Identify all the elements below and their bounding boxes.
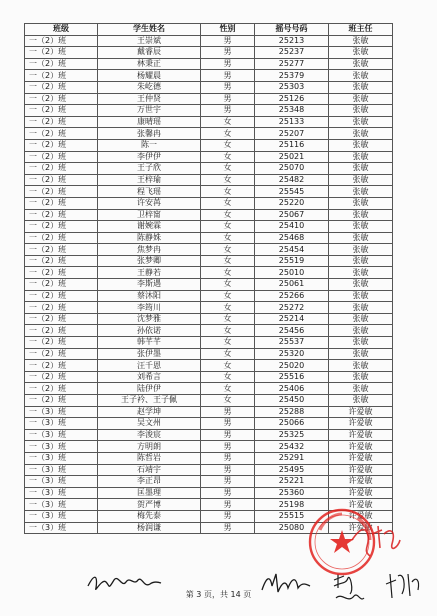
cell-head-teacher: 张敏 [329, 105, 393, 117]
cell-gender: 男 [201, 35, 255, 47]
cell-gender: 男 [201, 522, 255, 534]
cell-gender: 女 [201, 290, 255, 302]
cell-head-teacher: 张敏 [329, 151, 393, 163]
cell-head-teacher: 许爱敏 [329, 476, 393, 488]
cell-class: 一（2）班 [25, 255, 98, 267]
cell-head-teacher: 张敏 [329, 47, 393, 59]
table-row [25, 429, 393, 441]
cell-student-name: 吴文州 [98, 418, 201, 430]
cell-student-name: 李斯遇 [98, 279, 201, 291]
cell-lottery-number: 25288 [255, 406, 329, 418]
cell-gender: 女 [201, 232, 255, 244]
table-row [25, 255, 393, 267]
cell-lottery-number: 25454 [255, 244, 329, 256]
cell-student-name: 万世宇 [98, 105, 201, 117]
cell-gender: 男 [201, 93, 255, 105]
cell-gender: 女 [201, 383, 255, 395]
cell-class: 一（2）班 [25, 279, 98, 291]
cell-lottery-number: 25237 [255, 47, 329, 59]
cell-head-teacher: 许爱敏 [329, 510, 393, 522]
table-row [25, 244, 393, 256]
cell-gender: 男 [201, 105, 255, 117]
table-row [25, 128, 393, 140]
cell-head-teacher: 张敏 [329, 313, 393, 325]
cell-class: 一（2）班 [25, 325, 98, 337]
cell-class: 一（2）班 [25, 116, 98, 128]
cell-lottery-number: 25066 [255, 418, 329, 430]
table-row [25, 163, 393, 175]
cell-head-teacher: 张敏 [329, 290, 393, 302]
cell-student-name: 方明朗 [98, 441, 201, 453]
cell-student-name: 王子欣 [98, 163, 201, 175]
cell-student-name: 张伊墨 [98, 348, 201, 360]
cell-lottery-number: 25133 [255, 116, 329, 128]
cell-head-teacher: 张敏 [329, 371, 393, 383]
cell-lottery-number: 25515 [255, 510, 329, 522]
cell-student-name: 石靖宇 [98, 464, 201, 476]
table-row [25, 383, 393, 395]
cell-head-teacher: 许爱敏 [329, 522, 393, 534]
cell-class: 一（2）班 [25, 348, 98, 360]
cell-lottery-number: 25516 [255, 371, 329, 383]
cell-class: 一（3）班 [25, 464, 98, 476]
cell-lottery-number: 25020 [255, 360, 329, 372]
cell-lottery-number: 25080 [255, 522, 329, 534]
cell-gender: 男 [201, 476, 255, 488]
cell-head-teacher: 张敏 [329, 209, 393, 221]
cell-class: 一（3）班 [25, 476, 98, 488]
cell-class: 一（2）班 [25, 93, 98, 105]
cell-lottery-number: 25198 [255, 499, 329, 511]
cell-lottery-number: 25468 [255, 232, 329, 244]
cell-lottery-number: 25325 [255, 429, 329, 441]
table-row [25, 313, 393, 325]
table-row [25, 81, 393, 93]
cell-head-teacher: 张敏 [329, 116, 393, 128]
cell-lottery-number: 25545 [255, 186, 329, 198]
table-row [25, 267, 393, 279]
cell-head-teacher: 许爱敏 [329, 429, 393, 441]
cell-lottery-number: 25303 [255, 81, 329, 93]
cell-head-teacher: 张敏 [329, 383, 393, 395]
cell-gender: 女 [201, 348, 255, 360]
table-row [25, 441, 393, 453]
cell-class: 一（2）班 [25, 290, 98, 302]
cell-gender: 男 [201, 464, 255, 476]
table-row [25, 221, 393, 233]
cell-student-name: 杨润谦 [98, 522, 201, 534]
cell-student-name: 赵学坤 [98, 406, 201, 418]
cell-lottery-number: 25450 [255, 395, 329, 407]
cell-gender: 女 [201, 313, 255, 325]
cell-lottery-number: 25214 [255, 313, 329, 325]
table-row [25, 464, 393, 476]
cell-class: 一（3）班 [25, 499, 98, 511]
table-row [25, 302, 393, 314]
cell-lottery-number: 25519 [255, 255, 329, 267]
cell-head-teacher: 张敏 [329, 81, 393, 93]
signature-middle [258, 568, 312, 598]
cell-lottery-number: 25432 [255, 441, 329, 453]
cell-class: 一（3）班 [25, 429, 98, 441]
table-row [25, 279, 393, 291]
cell-lottery-number: 25061 [255, 279, 329, 291]
cell-head-teacher: 张敏 [329, 395, 393, 407]
cell-class: 一（2）班 [25, 232, 98, 244]
cell-head-teacher: 许爱敏 [329, 464, 393, 476]
header-lottery-number: 摇号号码 [255, 24, 329, 36]
cell-lottery-number: 25410 [255, 221, 329, 233]
cell-head-teacher: 张敏 [329, 186, 393, 198]
cell-lottery-number: 25070 [255, 163, 329, 175]
table-row [25, 232, 393, 244]
cell-gender: 女 [201, 128, 255, 140]
cell-head-teacher: 张敏 [329, 58, 393, 70]
cell-lottery-number: 25456 [255, 325, 329, 337]
cell-lottery-number: 25537 [255, 337, 329, 349]
table-row [25, 406, 393, 418]
cell-student-name: 朱屹德 [98, 81, 201, 93]
header-class: 班级 [25, 24, 98, 36]
cell-gender: 女 [201, 325, 255, 337]
header-student-name: 学生姓名 [98, 24, 201, 36]
cell-head-teacher: 张敏 [329, 35, 393, 47]
cell-class: 一（3）班 [25, 487, 98, 499]
cell-gender: 女 [201, 197, 255, 209]
cell-class: 一（2）班 [25, 337, 98, 349]
cell-student-name: 陈哲岩 [98, 452, 201, 464]
header-head-teacher: 班主任 [329, 24, 393, 36]
cell-lottery-number: 25320 [255, 348, 329, 360]
cell-gender: 男 [201, 499, 255, 511]
cell-lottery-number: 25482 [255, 174, 329, 186]
cell-gender: 男 [201, 441, 255, 453]
table-row [25, 337, 393, 349]
cell-gender: 女 [201, 244, 255, 256]
cell-gender: 女 [201, 279, 255, 291]
cell-head-teacher: 张敏 [329, 360, 393, 372]
cell-student-name: 陈一 [98, 139, 201, 151]
official-seal [308, 500, 404, 596]
cell-gender: 女 [201, 163, 255, 175]
cell-student-name: 汪千恩 [98, 360, 201, 372]
cell-gender: 女 [201, 186, 255, 198]
cell-gender: 女 [201, 255, 255, 267]
cell-head-teacher: 许爱敏 [329, 406, 393, 418]
table-row [25, 209, 393, 221]
cell-class: 一（2）班 [25, 221, 98, 233]
cell-gender: 女 [201, 267, 255, 279]
cell-head-teacher: 张敏 [329, 267, 393, 279]
cell-gender: 女 [201, 395, 255, 407]
cell-gender: 男 [201, 418, 255, 430]
cell-lottery-number: 25360 [255, 487, 329, 499]
cell-class: 一（3）班 [25, 441, 98, 453]
cell-class: 一（2）班 [25, 35, 98, 47]
cell-gender: 男 [201, 510, 255, 522]
cell-lottery-number: 25116 [255, 139, 329, 151]
cell-gender: 女 [201, 221, 255, 233]
cell-class: 一（2）班 [25, 70, 98, 82]
cell-class: 一（2）班 [25, 151, 98, 163]
cell-student-name: 梅先泰 [98, 510, 201, 522]
cell-head-teacher: 张敏 [329, 139, 393, 151]
cell-head-teacher: 张敏 [329, 255, 393, 267]
cell-student-name: 王梓瑜 [98, 174, 201, 186]
cell-head-teacher: 许爱敏 [329, 499, 393, 511]
cell-lottery-number: 25406 [255, 383, 329, 395]
table-row [25, 139, 393, 151]
cell-head-teacher: 许爱敏 [329, 441, 393, 453]
cell-lottery-number: 25126 [255, 93, 329, 105]
cell-head-teacher: 张敏 [329, 279, 393, 291]
table-row [25, 348, 393, 360]
cell-class: 一（2）班 [25, 371, 98, 383]
table-row [25, 47, 393, 59]
table-row [25, 186, 393, 198]
table-row [25, 116, 393, 128]
cell-head-teacher: 张敏 [329, 337, 393, 349]
cell-gender: 男 [201, 58, 255, 70]
cell-class: 一（2）班 [25, 186, 98, 198]
cell-student-name: 王子衿、王子佩 [98, 395, 201, 407]
cell-class: 一（2）班 [25, 81, 98, 93]
cell-class: 一（2）班 [25, 139, 98, 151]
cell-head-teacher: 张敏 [329, 325, 393, 337]
cell-head-teacher: 张敏 [329, 93, 393, 105]
cell-class: 一（3）班 [25, 406, 98, 418]
student-lottery-table [24, 23, 393, 534]
page-number: 第 3 页，共 14 页 [185, 590, 252, 599]
cell-class: 一（3）班 [25, 522, 98, 534]
cell-head-teacher: 张敏 [329, 128, 393, 140]
table-row [25, 70, 393, 82]
table-row [25, 395, 393, 407]
cell-gender: 女 [201, 371, 255, 383]
cell-gender: 男 [201, 452, 255, 464]
cell-class: 一（2）班 [25, 244, 98, 256]
cell-class: 一（2）班 [25, 163, 98, 175]
cell-head-teacher: 张敏 [329, 244, 393, 256]
cell-student-name: 陆伊伊 [98, 383, 201, 395]
cell-gender: 男 [201, 47, 255, 59]
cell-student-name: 韩芊芊 [98, 337, 201, 349]
cell-head-teacher: 张敏 [329, 197, 393, 209]
cell-head-teacher: 张敏 [329, 163, 393, 175]
cell-gender: 女 [201, 337, 255, 349]
cell-student-name: 陈静姝 [98, 232, 201, 244]
cell-lottery-number: 25291 [255, 452, 329, 464]
cell-lottery-number: 25221 [255, 476, 329, 488]
header-gender: 性别 [201, 24, 255, 36]
cell-gender: 女 [201, 151, 255, 163]
cell-gender: 女 [201, 116, 255, 128]
cell-student-name: 谢婉霖 [98, 221, 201, 233]
table-row [25, 58, 393, 70]
cell-gender: 女 [201, 302, 255, 314]
cell-gender: 女 [201, 360, 255, 372]
table-row [25, 325, 393, 337]
table-row [25, 418, 393, 430]
cell-head-teacher: 许爱敏 [329, 418, 393, 430]
cell-class: 一（2）班 [25, 313, 98, 325]
cell-lottery-number: 25010 [255, 267, 329, 279]
cell-student-name: 卫梓甯 [98, 209, 201, 221]
cell-head-teacher: 张敏 [329, 70, 393, 82]
cell-gender: 男 [201, 406, 255, 418]
cell-student-name: 蔡沐阳 [98, 290, 201, 302]
table-row [25, 105, 393, 117]
table-row [25, 476, 393, 488]
cell-student-name: 贺严博 [98, 499, 201, 511]
table-row [25, 35, 393, 47]
table-row [25, 452, 393, 464]
cell-student-name: 杨耀晨 [98, 70, 201, 82]
cell-lottery-number: 25348 [255, 105, 329, 117]
cell-class: 一（2）班 [25, 128, 98, 140]
cell-head-teacher: 张敏 [329, 302, 393, 314]
cell-class: 一（2）班 [25, 360, 98, 372]
cell-head-teacher: 张敏 [329, 348, 393, 360]
cell-class: 一（3）班 [25, 510, 98, 522]
cell-gender: 男 [201, 70, 255, 82]
cell-lottery-number: 25021 [255, 151, 329, 163]
table-row [25, 174, 393, 186]
cell-gender: 女 [201, 139, 255, 151]
cell-class: 一（2）班 [25, 105, 98, 117]
cell-gender: 男 [201, 487, 255, 499]
table-row [25, 290, 393, 302]
cell-head-teacher: 张敏 [329, 174, 393, 186]
cell-student-name: 程飞瑶 [98, 186, 201, 198]
cell-lottery-number: 25220 [255, 197, 329, 209]
cell-class: 一（2）班 [25, 383, 98, 395]
table-row [25, 360, 393, 372]
cell-student-name: 张馨冉 [98, 128, 201, 140]
table-row [25, 371, 393, 383]
cell-gender: 女 [201, 209, 255, 221]
cell-student-name: 林秉正 [98, 58, 201, 70]
cell-student-name: 孙依诺 [98, 325, 201, 337]
cell-student-name: 刘希言 [98, 371, 201, 383]
cell-lottery-number: 25272 [255, 302, 329, 314]
cell-head-teacher: 许爱敏 [329, 452, 393, 464]
cell-gender: 男 [201, 429, 255, 441]
cell-student-name: 李伊伊 [98, 151, 201, 163]
cell-student-name: 沈梦雅 [98, 313, 201, 325]
cell-gender: 女 [201, 174, 255, 186]
cell-student-name: 康晴瑶 [98, 116, 201, 128]
cell-class: 一（2）班 [25, 209, 98, 221]
cell-head-teacher: 张敏 [329, 221, 393, 233]
cell-class: 一（3）班 [25, 418, 98, 430]
cell-class: 一（2）班 [25, 267, 98, 279]
cell-class: 一（2）班 [25, 58, 98, 70]
cell-class: 一（2）班 [25, 395, 98, 407]
cell-lottery-number: 25379 [255, 70, 329, 82]
cell-gender: 男 [201, 81, 255, 93]
table-row [25, 93, 393, 105]
cell-student-name: 李筠川 [98, 302, 201, 314]
cell-student-name: 王仲贤 [98, 93, 201, 105]
cell-student-name: 张梦卿 [98, 255, 201, 267]
cell-lottery-number: 25495 [255, 464, 329, 476]
cell-student-name: 王崇斌 [98, 35, 201, 47]
cell-class: 一（2）班 [25, 47, 98, 59]
cell-student-name: 李正昂 [98, 476, 201, 488]
cell-lottery-number: 25266 [255, 290, 329, 302]
cell-head-teacher: 张敏 [329, 232, 393, 244]
cell-student-name: 匡墨理 [98, 487, 201, 499]
cell-class: 一（2）班 [25, 174, 98, 186]
table-row [25, 151, 393, 163]
cell-lottery-number: 25213 [255, 35, 329, 47]
cell-student-name: 李浚宸 [98, 429, 201, 441]
cell-student-name: 焦梦冉 [98, 244, 201, 256]
cell-lottery-number: 25207 [255, 128, 329, 140]
cell-class: 一（2）班 [25, 302, 98, 314]
cell-lottery-number: 25067 [255, 209, 329, 221]
cell-class: 一（2）班 [25, 197, 98, 209]
cell-head-teacher: 许爱敏 [329, 487, 393, 499]
table-header-row [25, 24, 393, 36]
cell-lottery-number: 25277 [255, 58, 329, 70]
table-row [25, 197, 393, 209]
cell-student-name: 戴睿辰 [98, 47, 201, 59]
table-row [25, 487, 393, 499]
cell-class: 一（3）班 [25, 452, 98, 464]
cell-student-name: 王静若 [98, 267, 201, 279]
signature-left [84, 568, 164, 596]
cell-student-name: 许安苒 [98, 197, 201, 209]
